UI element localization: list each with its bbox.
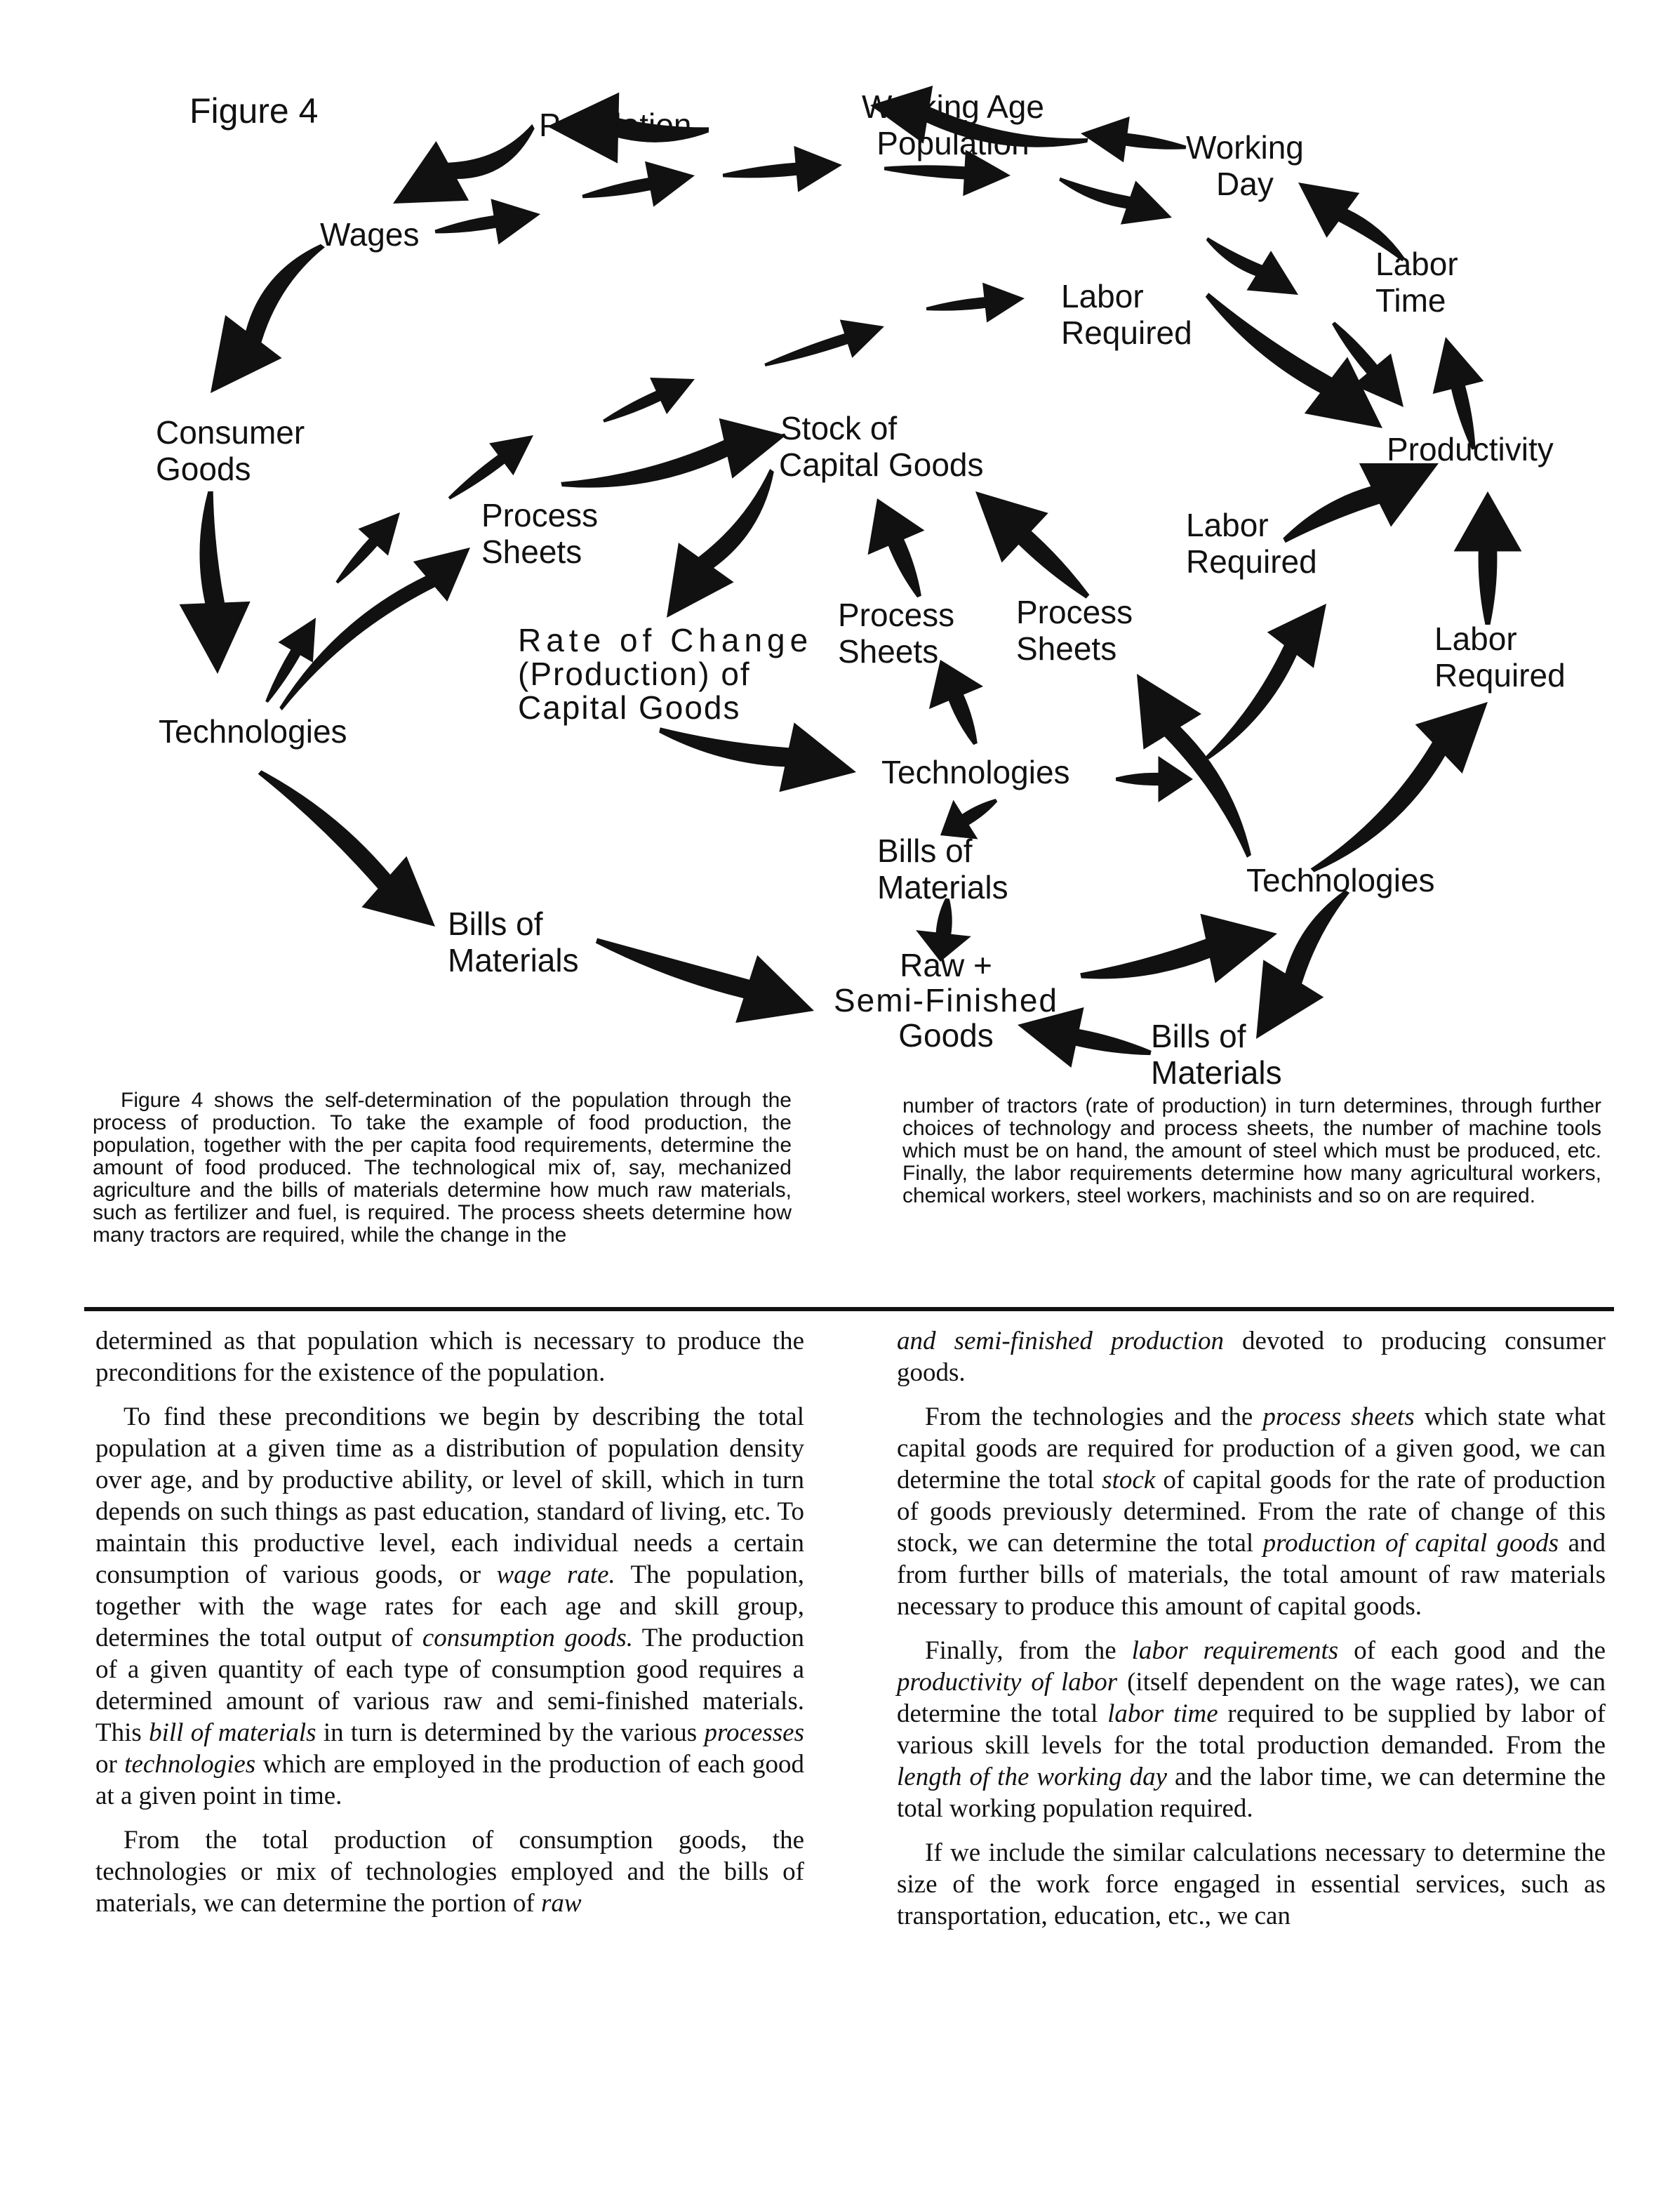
arrow-layer — [0, 0, 1680, 1081]
body-column-right — [897, 1325, 1606, 1944]
arrow-wages-to-consumergoods — [211, 244, 325, 393]
arrow-technologies-right-to-processsheets — [1137, 674, 1251, 858]
node-productivity: Productivity — [1387, 431, 1554, 467]
node-stock-of-capital-goods: Stock of Capital Goods — [779, 410, 984, 483]
node-technologies-left: Technologies — [159, 713, 347, 750]
arrow-stock-to-rateofchange — [667, 469, 774, 618]
paragraph: To find these preconditions we begin by describing the total population at a given time as a distribution of population density over age, and by productive ability, or level of skill, which in turn depends on such things as past education, standard of living, etc. To maintain this productive level, each individual needs a certain consumption of various goods, or wage rate. The population, together with the wage rates for each age and skill group, determines the total output of consumption goods. The production of a given quantity of each type of consumption good requires a determined amount of various raw and semi-finished materials. This bill of materials in turn is determined by the various processes or technologies which are employed in the production of each good at a given point in time. — [95, 1402, 805, 1810]
arrow-tech-chain-5 — [764, 319, 884, 366]
arrow-tech-chain-1 — [265, 618, 316, 703]
arrow-workingday-to-workingage-2 — [1081, 117, 1186, 162]
node-bills-of-materials-right: Bills of Materials — [1151, 1018, 1282, 1091]
arrow-technologies-left-to-bills — [258, 770, 435, 927]
node-working-day: Working Day — [1186, 129, 1304, 202]
node-bills-of-materials-left: Bills of Materials — [448, 906, 579, 979]
arrow-processsheets-center-to-stock — [868, 498, 925, 597]
figure-caption-left: Figure 4 shows the self-determination of the population through the process of production. To take the example of food production, the population, together with the per capita food requirements, determine the amount of food produced. The technological mix of, say, mechanized agriculture and the bills of materials determine how much raw materials, such as fertilizer and fuel, is required. The process sheets determine how many tractors are required, while the change in the — [93, 1089, 792, 1247]
paragraph: If we include the similar calculations necessary to determine the size of the work force engaged in essential services, such as transportation, education, etc., we can — [897, 1838, 1606, 1930]
paragraph: From the total production of consumption goods, the technologies or mix of technologies employed and the bills of materials, we can determine the portion of raw — [95, 1826, 804, 1918]
node-labor-required-right: Labor Required — [1434, 621, 1566, 694]
arrow-tech-chain-3 — [448, 435, 533, 500]
node-raw-semi-finished-goods: Raw + Semi-Finished Goods — [834, 947, 1058, 1054]
node-process-sheets-left: Process Sheets — [481, 497, 599, 570]
section-divider — [84, 1307, 1614, 1311]
node-technologies-right: Technologies — [1246, 862, 1435, 898]
node-labor-required-mid: Labor Required — [1186, 507, 1317, 580]
arrow-laborrequired-to-productivity — [1206, 293, 1382, 428]
arrow-consumergoods-to-technologies — [180, 491, 251, 674]
arrow-technologies-center-right — [1116, 756, 1193, 802]
node-labor-time: Labor Time — [1375, 246, 1458, 319]
arrow-wages-chain-3 — [723, 146, 842, 192]
figure-caption-right: number of tractors (rate of production) in turn determines, through further choices of technology and process sheets, the number of machine tools which must be on hand, the amount of steel which must be produced, etc. Finally, the labor requirements determine how many agricultural workers, chemical workers, steel workers, machinists and so on are required. — [902, 1094, 1601, 1207]
node-population: Population — [539, 107, 692, 143]
figure-4-diagram — [0, 0, 1680, 1091]
arrow-processsheets-to-stock — [561, 418, 786, 488]
arrow-technologies-right-to-bills-right — [1256, 890, 1349, 1039]
arrow-tech-chain-4 — [603, 378, 695, 423]
node-working-age-population: Working Age Population — [862, 88, 1044, 161]
arrow-technologies-right-to-laborrequired — [1311, 702, 1488, 873]
arrow-bills-left-to-raw — [596, 938, 814, 1023]
paragraph: determined as that population which is necessary to produce the preconditions for the existence of the population. — [95, 1327, 804, 1387]
node-bills-of-materials-center: Bills of Materials — [877, 832, 1008, 906]
node-wages: Wages — [320, 216, 420, 253]
node-technologies-center: Technologies — [881, 754, 1070, 790]
arrow-wages-chain-5 — [1059, 178, 1172, 225]
figure-title: Figure 4 — [189, 91, 319, 131]
arrow-technologies-to-processsheets-center — [929, 660, 983, 745]
arrow-processsheets-right-to-stock — [975, 491, 1089, 599]
paragraph: and semi-finished production devoted to producing consumer goods. — [897, 1327, 1606, 1387]
arrow-to-laborrequired-mid — [1206, 604, 1326, 759]
node-labor-required-top: Labor Required — [1061, 278, 1192, 351]
arrow-wages-chain-2 — [582, 161, 695, 207]
arrow-population-to-wages — [393, 124, 535, 204]
node-consumer-goods: Consumer Goods — [156, 414, 305, 487]
arrow-laborrequired-right-to-productivity — [1454, 491, 1522, 625]
arrow-raw-to-technologies-right — [1080, 914, 1277, 983]
arrow-tech-chain-2 — [335, 512, 400, 583]
node-process-sheets-center: Process Sheets — [838, 597, 955, 670]
node-rate-of-change: Rate of Change (Production) of Capital Goods — [518, 622, 813, 726]
arrow-wages-chain-6 — [1206, 237, 1298, 295]
paragraph: Finally, from the labor requirements of each good and the productivity of labor (itself dependent on the wage rates), we can determine the total labor time required to be supplied by labor of various skill levels for the total production demanded. From the length of the working day and the labor time, we can determine the total working population required. — [897, 1636, 1606, 1823]
arrow-wages-chain-1 — [435, 199, 540, 244]
paragraph: From the technologies and the process sheets which state what capital goods are required for production of a given good, we can determine the total stock of capital goods for the rate of production of goods previously determined. From the rate of change of this stock, we can determine the total production of capital goods and from further bills of materials, the total amount of raw materials necessary to produce this amount of capital goods. — [897, 1402, 1606, 1621]
arrow-tech-chain-6 — [926, 283, 1025, 323]
node-process-sheets-right: Process Sheets — [1016, 594, 1133, 667]
body-column-left — [95, 1325, 804, 1932]
arrow-rateofchange-to-technologies — [659, 722, 856, 792]
